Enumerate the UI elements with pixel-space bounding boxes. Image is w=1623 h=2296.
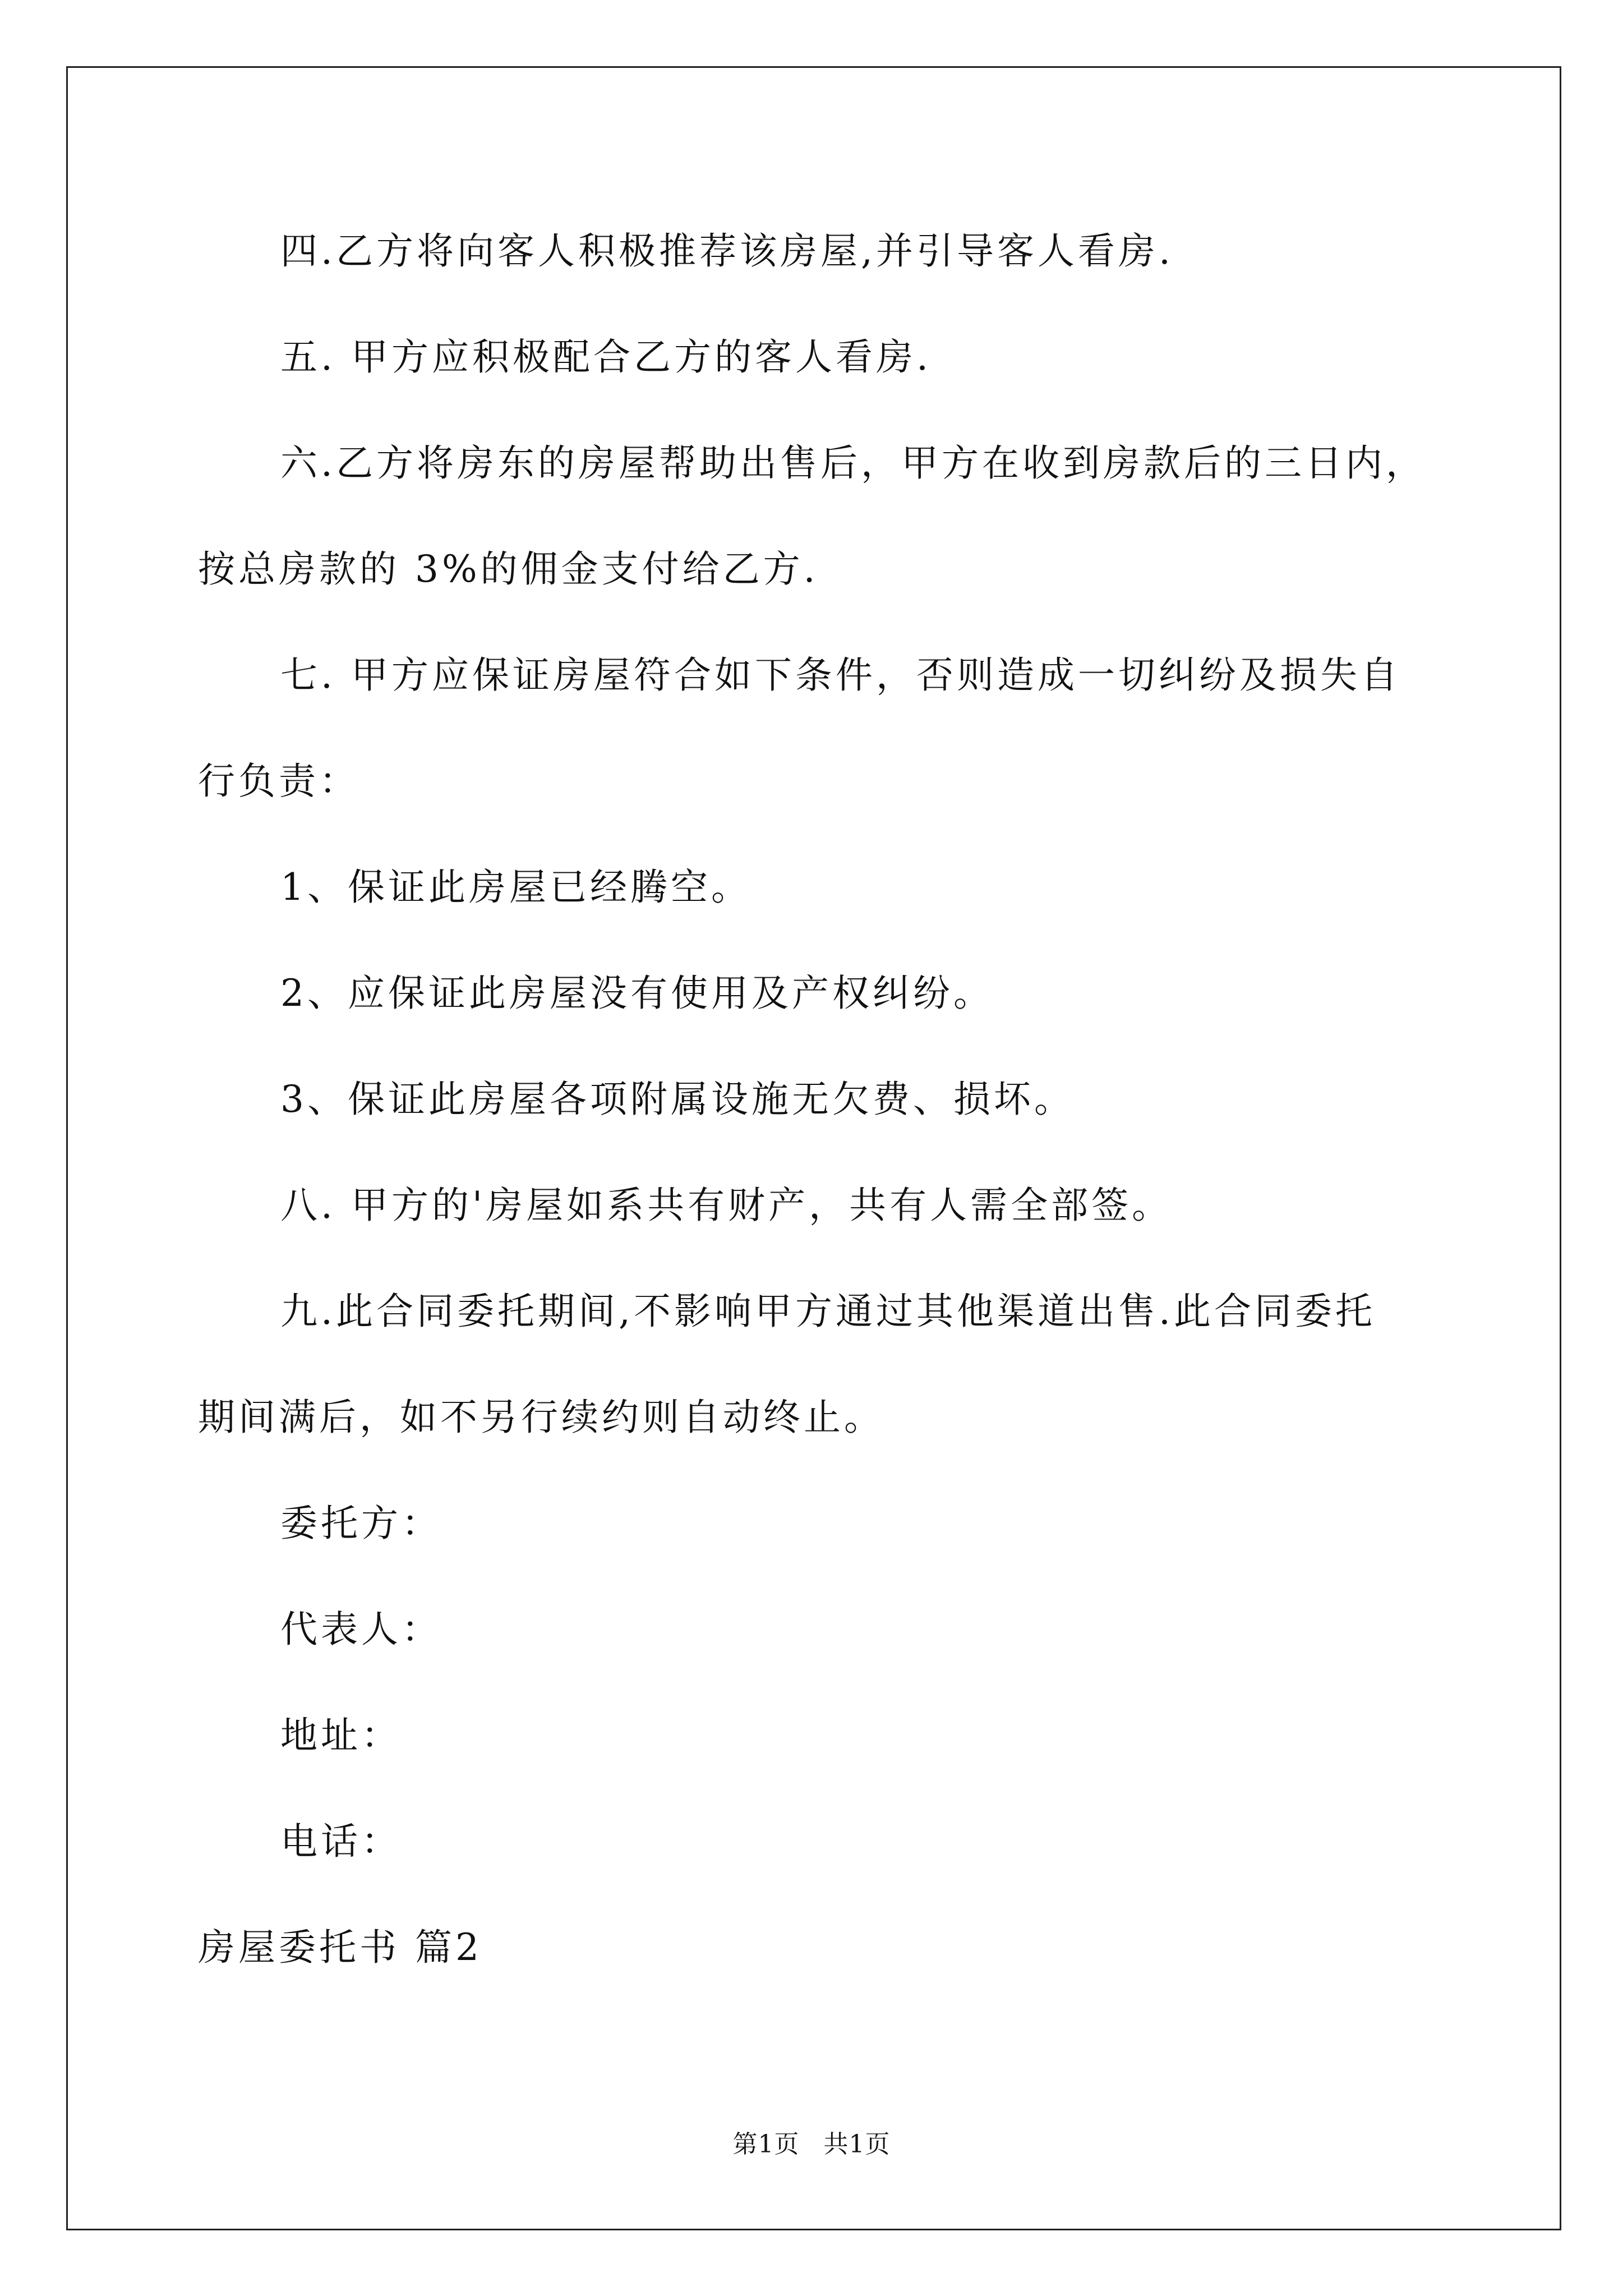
clause-4: 四.乙方将向客人积极推荐该房屋,并引导客人看房.: [280, 229, 1174, 273]
clause-8: 八. 甲方的'房屋如系共有财产，共有人需全部签。: [280, 1184, 1173, 1227]
page-current: 第1页: [732, 2130, 800, 2159]
page-total: 共1页: [823, 2130, 891, 2159]
clause-9-line-2: 期间满后，如不另行续约则自动终止。: [198, 1396, 884, 1439]
signature-principal: 委托方：: [280, 1502, 442, 1545]
section-heading: 房屋委托书 篇2: [198, 1926, 482, 1969]
condition-3: 3、保证此房屋各项附属设施无欠费、损坏。: [280, 1078, 1075, 1121]
clause-6-line-1: 六.乙方将房东的房屋帮助出售后，甲方在收到房款后的三日内，: [280, 441, 1426, 485]
clause-7-line-1: 七. 甲方应保证房屋符合如下条件，否则造成一切纠纷及损失自: [280, 654, 1401, 697]
condition-1: 1、保证此房屋已经腾空。: [280, 866, 751, 909]
signature-address: 地址：: [280, 1714, 402, 1757]
clause-6-line-2: 按总房款的 3%的佣金支付给乙方.: [198, 547, 819, 591]
signature-representative: 代表人：: [280, 1608, 442, 1651]
clause-9-line-1: 九.此合同委托期间,不影响甲方通过其他渠道出售.此合同委托: [280, 1290, 1376, 1333]
clause-7-line-2: 行负责：: [198, 760, 359, 803]
condition-2: 2、应保证此房屋没有使用及产权纠纷。: [280, 972, 994, 1015]
page-border: [66, 66, 1561, 2230]
signature-phone: 电话：: [280, 1820, 402, 1863]
clause-5: 五. 甲方应积极配合乙方的客人看房.: [280, 335, 932, 379]
page-footer: [0, 2129, 1623, 2160]
